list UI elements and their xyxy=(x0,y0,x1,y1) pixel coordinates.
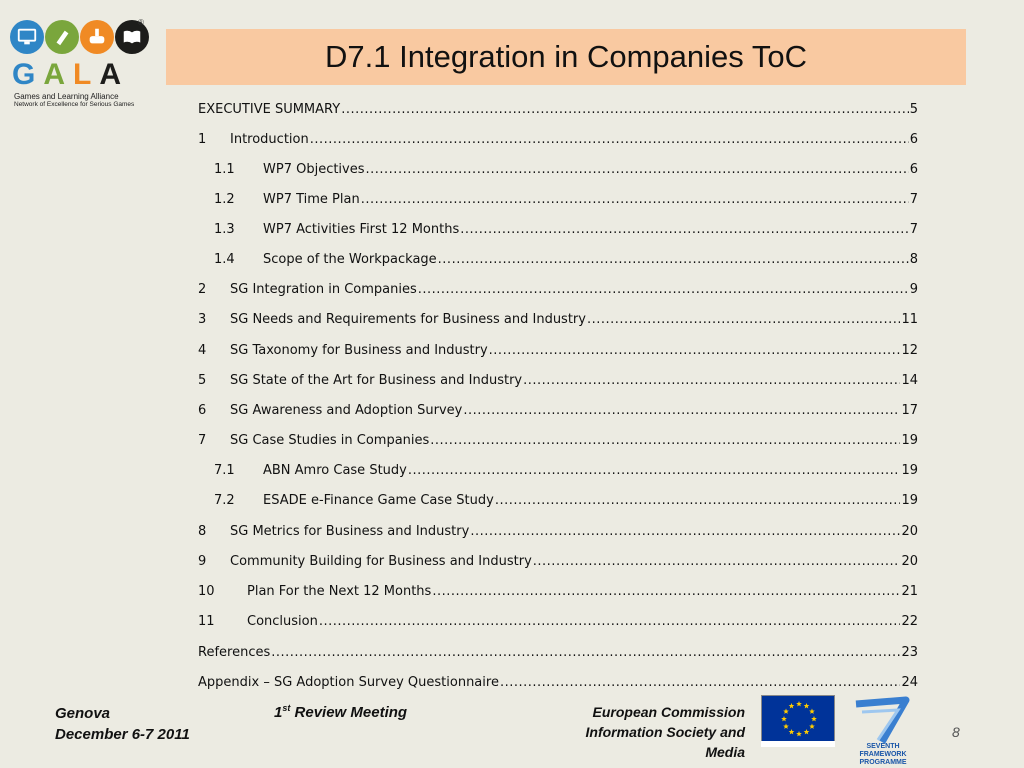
toc-entry-number: 1.2 xyxy=(214,192,235,207)
toc-entry[interactable] xyxy=(198,523,918,541)
eu-flag-icon xyxy=(761,695,835,747)
toc-entry-label: SG State of the Art for Business and Industry xyxy=(230,373,523,388)
toc-entry-number: 1.3 xyxy=(214,222,235,237)
toc-entry-leader xyxy=(361,191,909,209)
toc-entry-number: 7.2 xyxy=(214,493,235,508)
toc-entry-page: 9 xyxy=(909,282,918,297)
toc-entry-page: 24 xyxy=(901,675,918,690)
toc-entry[interactable] xyxy=(198,311,918,329)
toc-entry-number: 8 xyxy=(198,524,207,539)
logo-icons xyxy=(10,18,150,60)
toc-entry-leader xyxy=(418,281,909,299)
toc-entry-leader xyxy=(470,523,900,541)
eu-star xyxy=(811,716,817,721)
toc-entry-label: References xyxy=(198,645,271,660)
toc-entry-label: SG Integration in Companies xyxy=(230,282,417,297)
toc-entry-leader xyxy=(489,342,901,360)
logo-wordmark: GALA xyxy=(12,58,130,91)
toc-entry-leader xyxy=(463,402,900,420)
toc-entry-label: Introduction xyxy=(230,132,309,147)
toc-entry-leader xyxy=(500,674,901,692)
eu-star xyxy=(804,703,810,708)
toc-entry-label: SG Awareness and Adoption Survey xyxy=(230,403,463,418)
toc-entry[interactable] xyxy=(198,372,918,390)
toc-entry-page: 19 xyxy=(901,493,918,508)
toc-entry-leader xyxy=(438,251,909,269)
eu-star xyxy=(789,703,795,708)
toc-entry-number: 11 xyxy=(198,614,215,629)
toc-entry-number: 1.4 xyxy=(214,252,235,267)
pen-icon xyxy=(45,20,79,54)
eu-star xyxy=(796,701,802,706)
toc-entry-label: Plan For the Next 12 Months xyxy=(247,584,432,599)
title-bar xyxy=(166,29,966,85)
toc-entry-leader xyxy=(533,553,901,571)
toc-entry[interactable] xyxy=(198,492,918,510)
toc-entry-label: WP7 Time Plan xyxy=(263,192,360,207)
toc-entry-label: WP7 Activities First 12 Months xyxy=(263,222,460,237)
toc-entry[interactable] xyxy=(198,101,918,119)
fp7-text: SEVENTH FRAMEWORK PROGRAMME xyxy=(859,743,907,766)
toc-entry-label: SG Needs and Requirements for Business and Industry xyxy=(230,312,586,327)
toc-entry-number: 3 xyxy=(198,312,207,327)
toc-entry-leader xyxy=(587,311,900,329)
toc-entry-leader xyxy=(523,372,900,390)
toc-entry-number: 7 xyxy=(198,433,207,448)
toc-entry-page: 19 xyxy=(901,433,918,448)
toc-entry-leader xyxy=(366,161,909,179)
toc-entry-page: 21 xyxy=(901,584,918,599)
toc-entry-leader xyxy=(430,432,900,450)
toc-entry-label: EXECUTIVE SUMMARY xyxy=(198,102,341,117)
eu-star xyxy=(796,731,802,736)
footer-location: Genova xyxy=(55,705,111,722)
eu-star xyxy=(781,716,787,721)
toc-entry[interactable] xyxy=(198,613,918,631)
toc-entry-number: 9 xyxy=(198,554,207,569)
toc-entry[interactable] xyxy=(198,342,918,360)
toc-entry[interactable] xyxy=(198,674,918,692)
toc-entry-page: 22 xyxy=(901,614,918,629)
toc-entry-leader xyxy=(432,583,900,601)
toc-entry-number: 4 xyxy=(198,343,207,358)
toc-entry[interactable] xyxy=(198,432,918,450)
toc-entry-page: 19 xyxy=(901,463,918,478)
slide-title: D7.1 Integration in Companies ToC xyxy=(325,39,807,74)
logo-tagline: Games and Learning Alliance xyxy=(14,92,119,101)
eu-star xyxy=(809,724,815,729)
toc-entry-page: 11 xyxy=(901,312,918,327)
gamepad-icon xyxy=(80,20,114,54)
eu-star xyxy=(789,729,795,734)
toc-entry-number: 1 xyxy=(198,132,207,147)
toc-entry[interactable] xyxy=(198,161,918,179)
toc-entry[interactable] xyxy=(198,402,918,420)
toc-entry[interactable] xyxy=(198,131,918,149)
toc-entry-page: 6 xyxy=(909,132,918,147)
toc-entry-leader xyxy=(408,462,901,480)
toc-entry-label: SG Case Studies in Companies xyxy=(230,433,430,448)
toc-entry[interactable] xyxy=(198,191,918,209)
toc-entry-number: 10 xyxy=(198,584,215,599)
gala-logo xyxy=(10,18,150,108)
toc-entry[interactable] xyxy=(198,553,918,571)
monitor-icon xyxy=(10,20,44,54)
footer-date: December 6-7 2011 xyxy=(55,726,190,743)
toc-entry[interactable] xyxy=(198,644,918,662)
eu-flag-caption xyxy=(761,741,835,747)
toc-entry-number: 6 xyxy=(198,403,207,418)
toc-entry-label: Scope of the Workpackage xyxy=(263,252,437,267)
toc-entry-number: 1.1 xyxy=(214,162,235,177)
toc-entry-page: 20 xyxy=(901,554,918,569)
toc-entry-label: Community Building for Business and Industry xyxy=(230,554,532,569)
toc-entry[interactable] xyxy=(198,251,918,269)
registered-mark: ® xyxy=(138,18,144,27)
toc-entry-leader xyxy=(341,101,909,119)
toc-entry-leader xyxy=(495,492,901,510)
toc-entry-label: WP7 Objectives xyxy=(263,162,365,177)
footer-meeting: 1st Review Meeting xyxy=(274,703,408,721)
toc-entry[interactable] xyxy=(198,221,918,239)
toc-entry-leader xyxy=(319,613,901,631)
toc-entry[interactable] xyxy=(198,583,918,601)
footer-european-commission: European Commission Information Society and Media xyxy=(585,704,745,760)
toc-entry-page: 5 xyxy=(909,102,918,117)
toc-entry-page: 20 xyxy=(901,524,918,539)
toc-entry-label: ABN Amro Case Study xyxy=(263,463,407,478)
toc-entry-leader xyxy=(310,131,909,149)
toc-entry-number: 7.1 xyxy=(214,463,235,478)
toc-entry-page: 17 xyxy=(901,403,918,418)
toc-entry-leader xyxy=(271,644,900,662)
toc-entry-label: SG Metrics for Business and Industry xyxy=(230,524,470,539)
eu-star xyxy=(804,729,810,734)
toc-entry-page: 7 xyxy=(909,192,918,207)
toc-entry[interactable] xyxy=(198,281,918,299)
toc-entry-page: 23 xyxy=(901,645,918,660)
toc-entry-page: 8 xyxy=(909,252,918,267)
toc-entry-number: 5 xyxy=(198,373,207,388)
toc-entry-page: 12 xyxy=(901,343,918,358)
toc-entry-page: 14 xyxy=(901,373,918,388)
toc-entry-leader xyxy=(460,221,909,239)
toc-entry-label: Conclusion xyxy=(247,614,318,629)
eu-star xyxy=(809,709,815,714)
toc-entry-page: 7 xyxy=(909,222,918,237)
toc-entry-label: Appendix – SG Adoption Survey Questionnaire xyxy=(198,675,499,690)
eu-star xyxy=(783,724,789,729)
toc-entry-number: 2 xyxy=(198,282,207,297)
toc-entry[interactable] xyxy=(198,462,918,480)
eu-star xyxy=(783,709,789,714)
logo-subtagline: Network of Excellence for Serious Games xyxy=(14,101,135,108)
page-number: 8 xyxy=(952,724,960,740)
footer-location-date xyxy=(55,703,190,745)
toc-entry-label: ESADE e-Finance Game Case Study xyxy=(263,493,494,508)
toc-entry-label: SG Taxonomy for Business and Industry xyxy=(230,343,488,358)
toc-entry-page: 6 xyxy=(909,162,918,177)
